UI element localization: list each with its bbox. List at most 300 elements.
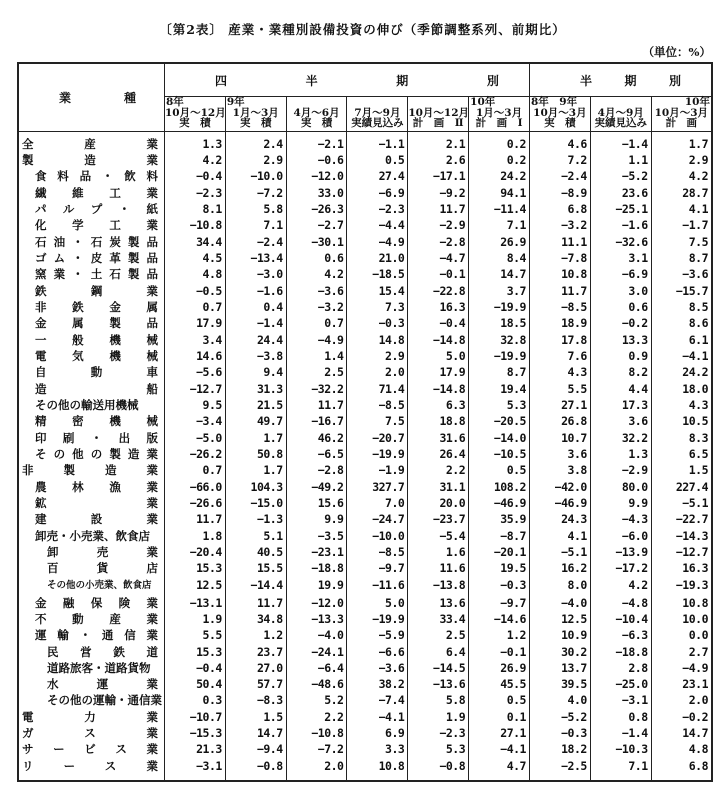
unit-label: （単位：%） [642, 45, 711, 59]
period-header-line3: 計 画 Ⅱ [412, 117, 464, 129]
period-header-line1: 10年 [684, 96, 710, 108]
value-cell: 1.8 [165, 527, 226, 543]
value-cell: 34.8 [225, 611, 286, 627]
value-cell: 4.0 [529, 692, 590, 708]
value-cell: 7.5 [347, 413, 408, 429]
value-cell: 46.2 [286, 429, 347, 445]
value-cell: 4.2 [286, 266, 347, 282]
industry-name: 民営鉄道 [47, 644, 158, 659]
value-cell: −32.2 [286, 380, 347, 396]
industry-name: 印刷・出版 [35, 430, 158, 445]
industry-name: 窯業・土石製品 [35, 267, 158, 282]
value-cell: −13.8 [408, 576, 469, 594]
table-row [18, 560, 712, 576]
value-cell: 9.5 [165, 397, 226, 413]
value-cell: 15.3 [165, 643, 226, 659]
industry-label [18, 758, 165, 781]
value-cell: 31.6 [408, 429, 469, 445]
value-cell: −1.4 [590, 131, 651, 152]
industry-label [18, 594, 165, 610]
period-header-line1: 8年 [166, 96, 184, 108]
value-cell: 17.9 [165, 315, 226, 331]
value-cell: −13.4 [225, 250, 286, 266]
value-cell: −2.3 [165, 184, 226, 200]
value-cell: −10.0 [347, 527, 408, 543]
value-cell: 21.3 [165, 741, 226, 757]
value-cell: −2.3 [408, 725, 469, 741]
value-cell: 13.6 [408, 594, 469, 610]
table-row [18, 266, 712, 282]
value-cell: −19.9 [347, 446, 408, 462]
value-cell: −2.1 [286, 131, 347, 152]
value-cell: 3.1 [590, 250, 651, 266]
value-cell: 11.7 [225, 594, 286, 610]
value-cell: −3.6 [347, 660, 408, 676]
value-cell: −7.2 [225, 184, 286, 200]
value-cell: −2.3 [347, 201, 408, 217]
value-cell: −10.8 [286, 725, 347, 741]
value-cell: −18.8 [590, 643, 651, 659]
half-year-group-header [529, 63, 712, 97]
value-cell: 4.4 [590, 380, 651, 396]
industry-label [18, 217, 165, 233]
value-cell: 4.2 [590, 576, 651, 594]
value-cell: −3.4 [165, 413, 226, 429]
industry-label [18, 643, 165, 659]
value-cell: 39.5 [529, 676, 590, 692]
value-cell: −10.5 [469, 446, 530, 462]
table-row [18, 429, 712, 445]
value-cell: −30.1 [286, 233, 347, 249]
quarterly-header-char: 半 [305, 73, 318, 88]
value-cell: −10.3 [590, 741, 651, 757]
period-column-header [408, 97, 469, 132]
industry-label [18, 544, 165, 560]
industry-name: その他の運輸・通信業 [47, 693, 162, 708]
period-header-line3: 計 画 [665, 117, 698, 129]
industry-label [18, 331, 165, 347]
value-cell: −1.9 [347, 462, 408, 478]
value-cell: −18.5 [347, 266, 408, 282]
value-cell: 26.4 [408, 446, 469, 462]
value-cell: −0.3 [469, 576, 530, 594]
industry-name: 非製造業 [22, 463, 158, 478]
value-cell: 2.7 [651, 643, 712, 659]
value-cell: 0.5 [347, 152, 408, 168]
table-row [18, 348, 712, 364]
value-cell: −0.5 [165, 282, 226, 298]
value-cell: −3.6 [286, 282, 347, 298]
value-cell: 5.0 [347, 594, 408, 610]
value-cell: 1.2 [225, 627, 286, 643]
value-cell: −5.1 [529, 544, 590, 560]
table-row [18, 495, 712, 511]
industry-label [18, 511, 165, 527]
value-cell: 7.5 [651, 233, 712, 249]
value-cell: 2.5 [408, 627, 469, 643]
value-cell: −13.6 [408, 676, 469, 692]
value-cell: −4.0 [529, 594, 590, 610]
value-cell: −3.2 [286, 299, 347, 315]
value-cell: −24.7 [347, 511, 408, 527]
period-header-line2: 1月～3月 [475, 106, 523, 119]
period-header-line1 [287, 97, 347, 108]
table-title: 〔第2表〕 産業・業種別設備投資の伸び（季節調整系列、前期比） [159, 22, 566, 37]
value-cell: 2.0 [651, 692, 712, 708]
value-cell: −13.9 [590, 544, 651, 560]
half-header-char: 別 [668, 73, 681, 88]
value-cell: −9.7 [347, 560, 408, 576]
value-cell: −13.1 [165, 594, 226, 610]
industry-name: 自動車 [35, 365, 158, 380]
value-cell: 7.1 [469, 217, 530, 233]
value-cell: 49.7 [225, 413, 286, 429]
value-cell: 0.2 [469, 152, 530, 168]
industry-name: 鉱業 [35, 495, 158, 510]
industry-name: 水運業 [47, 677, 158, 692]
value-cell: 104.3 [225, 478, 286, 494]
value-cell: 7.0 [347, 495, 408, 511]
value-cell: 6.9 [347, 725, 408, 741]
value-cell: −6.6 [347, 643, 408, 659]
period-header-line2: 10月～12月 [408, 106, 470, 119]
industry-label [18, 576, 165, 594]
value-cell: −2.5 [529, 758, 590, 781]
value-cell: 94.1 [469, 184, 530, 200]
value-cell: 0.7 [165, 462, 226, 478]
value-cell: 0.9 [590, 348, 651, 364]
quarterly-header-char: 期 [396, 73, 409, 88]
value-cell: 327.7 [347, 478, 408, 494]
value-cell: −17.1 [408, 168, 469, 184]
value-cell: −2.9 [408, 217, 469, 233]
value-cell: 0.1 [469, 709, 530, 725]
value-cell: −0.1 [408, 266, 469, 282]
value-cell: 18.2 [529, 741, 590, 757]
industry-label [18, 266, 165, 282]
period-column-header [286, 97, 347, 132]
value-cell: 1.7 [225, 429, 286, 445]
period-column-header [469, 97, 530, 132]
period-column-header [347, 97, 408, 132]
value-cell: −1.4 [225, 315, 286, 331]
value-cell: 18.9 [529, 315, 590, 331]
table-row [18, 233, 712, 249]
value-cell: 15.5 [225, 560, 286, 576]
value-cell: 9.4 [225, 364, 286, 380]
value-cell: −3.5 [286, 527, 347, 543]
value-cell: −14.6 [469, 611, 530, 627]
value-cell: −0.2 [590, 315, 651, 331]
value-cell: 1.3 [590, 446, 651, 462]
value-cell: −8.5 [347, 544, 408, 560]
value-cell: −18.8 [286, 560, 347, 576]
industry-name: パルプ・紙 [35, 201, 158, 216]
table-row [18, 660, 712, 676]
value-cell: 0.3 [165, 692, 226, 708]
value-cell: 10.9 [529, 627, 590, 643]
value-cell: 1.4 [286, 348, 347, 364]
period-header-line3: 実 積 [179, 117, 211, 129]
industry-label [18, 152, 165, 168]
value-cell: 0.5 [469, 462, 530, 478]
table-row [18, 299, 712, 315]
value-cell: 6.8 [651, 758, 712, 781]
value-cell: −4.7 [408, 250, 469, 266]
value-cell: −5.9 [347, 627, 408, 643]
industry-name: 不動産業 [35, 611, 158, 626]
value-cell: 4.6 [529, 131, 590, 152]
value-cell: 1.5 [651, 462, 712, 478]
period-header-line3: 計 画 Ⅰ [475, 117, 523, 129]
value-cell: 50.4 [165, 676, 226, 692]
period-column-header [590, 97, 651, 132]
value-cell: 5.8 [408, 692, 469, 708]
table-row [18, 741, 712, 757]
value-cell: 10.0 [651, 611, 712, 627]
value-cell: −6.9 [347, 184, 408, 200]
value-cell: −14.8 [408, 380, 469, 396]
value-cell: 14.7 [225, 725, 286, 741]
table-row [18, 217, 712, 233]
value-cell: −3.0 [225, 266, 286, 282]
value-cell: 2.9 [225, 152, 286, 168]
value-cell: 6.4 [408, 643, 469, 659]
table-row [18, 643, 712, 659]
value-cell: −22.7 [651, 511, 712, 527]
value-cell: 7.3 [347, 299, 408, 315]
value-cell: 19.5 [469, 560, 530, 576]
table-row [18, 446, 712, 462]
value-cell: 26.9 [469, 660, 530, 676]
value-cell: 11.1 [529, 233, 590, 249]
value-cell: 26.9 [469, 233, 530, 249]
period-header-line2: 1月～3月 [232, 106, 279, 119]
value-cell: −19.3 [651, 576, 712, 594]
industry-name: 卸売・小売業、飲食店 [35, 528, 150, 543]
value-cell: −0.4 [165, 660, 226, 676]
value-cell: 5.8 [225, 201, 286, 217]
value-cell: 23.1 [651, 676, 712, 692]
value-cell: 5.5 [529, 380, 590, 396]
table-row [18, 627, 712, 643]
value-cell: −0.3 [529, 725, 590, 741]
table-row [18, 758, 712, 781]
period-column-header [651, 97, 712, 132]
value-cell: 3.4 [165, 331, 226, 347]
industry-label [18, 131, 165, 152]
value-cell: 13.7 [529, 660, 590, 676]
value-cell: 0.7 [286, 315, 347, 331]
value-cell: −2.4 [225, 233, 286, 249]
value-cell: 71.4 [347, 380, 408, 396]
value-cell: −48.6 [286, 676, 347, 692]
value-cell: −2.9 [590, 462, 651, 478]
value-cell: −15.7 [651, 282, 712, 298]
value-cell: 1.7 [225, 462, 286, 478]
value-cell: 14.8 [347, 331, 408, 347]
value-cell: 40.5 [225, 544, 286, 560]
value-cell: −8.5 [529, 299, 590, 315]
industry-header-char: 業 [59, 90, 72, 105]
value-cell: 2.9 [347, 348, 408, 364]
table-row [18, 364, 712, 380]
industry-name: 造船 [35, 381, 158, 396]
industry-name: 一般機械 [35, 332, 158, 347]
value-cell: −26.6 [165, 495, 226, 511]
value-cell: 4.3 [529, 364, 590, 380]
industry-label [18, 627, 165, 643]
value-cell: 5.5 [165, 627, 226, 643]
table-row [18, 462, 712, 478]
period-header-line3: 実 積 [239, 117, 272, 129]
value-cell: −2.8 [408, 233, 469, 249]
value-cell: −13.3 [286, 611, 347, 627]
value-cell: 17.3 [590, 397, 651, 413]
industry-label [18, 201, 165, 217]
value-cell: −4.9 [347, 233, 408, 249]
table-row [18, 152, 712, 168]
industry-label [18, 315, 165, 331]
value-cell: −20.5 [469, 413, 530, 429]
value-cell: −24.1 [286, 643, 347, 659]
value-cell: −25.0 [590, 676, 651, 692]
value-cell: 8.7 [651, 250, 712, 266]
value-cell: −12.0 [286, 168, 347, 184]
industry-name: 非鉄金属 [35, 299, 158, 314]
industry-name: 石油・石炭製品 [35, 234, 158, 249]
industry-name: 化学工業 [35, 218, 158, 233]
value-cell: −5.0 [165, 429, 226, 445]
value-cell: 80.0 [590, 478, 651, 494]
value-cell: 6.3 [408, 397, 469, 413]
value-cell: 1.9 [165, 611, 226, 627]
value-cell: 8.6 [651, 315, 712, 331]
industry-name: 卸売業 [47, 544, 158, 559]
value-cell: 33.4 [408, 611, 469, 627]
value-cell: 4.5 [165, 250, 226, 266]
value-cell: 27.1 [469, 725, 530, 741]
period-header-line2: 10月～12月 [165, 106, 226, 119]
value-cell: 1.3 [165, 131, 226, 152]
value-cell: −8.3 [225, 692, 286, 708]
value-cell: −6.0 [590, 527, 651, 543]
period-header-line1 [408, 97, 468, 108]
value-cell: −6.3 [590, 627, 651, 643]
table-row [18, 527, 712, 543]
value-cell: 28.7 [651, 184, 712, 200]
value-cell: 8.1 [165, 201, 226, 217]
value-cell: 18.8 [408, 413, 469, 429]
value-cell: 21.5 [225, 397, 286, 413]
value-cell: 7.2 [529, 152, 590, 168]
industry-name: 道路旅客・道路貨物 [47, 660, 151, 675]
value-cell: −10.4 [590, 611, 651, 627]
value-cell: 33.0 [286, 184, 347, 200]
value-cell: −5.4 [408, 527, 469, 543]
value-cell: 4.2 [165, 152, 226, 168]
value-cell: 4.1 [529, 527, 590, 543]
value-cell: −2.7 [286, 217, 347, 233]
value-cell: −6.5 [286, 446, 347, 462]
value-cell: −25.1 [590, 201, 651, 217]
value-cell: −26.2 [165, 446, 226, 462]
industry-label [18, 184, 165, 200]
value-cell: −4.1 [651, 348, 712, 364]
value-cell: 26.8 [529, 413, 590, 429]
quarterly-group-header [165, 63, 530, 97]
value-cell: 14.7 [651, 725, 712, 741]
industry-name: 農林漁業 [35, 479, 158, 494]
value-cell: 0.6 [590, 299, 651, 315]
value-cell: 4.7 [469, 758, 530, 781]
value-cell: −9.2 [408, 184, 469, 200]
value-cell: 30.2 [529, 643, 590, 659]
value-cell: −2.8 [286, 462, 347, 478]
value-cell: −3.8 [225, 348, 286, 364]
table-row [18, 331, 712, 347]
value-cell: 16.3 [651, 560, 712, 576]
value-cell: 27.0 [225, 660, 286, 676]
value-cell: −17.2 [590, 560, 651, 576]
industry-label [18, 233, 165, 249]
value-cell: 2.1 [408, 131, 469, 152]
value-cell: 27.4 [347, 168, 408, 184]
value-cell: 13.3 [590, 331, 651, 347]
value-cell: 1.5 [225, 709, 286, 725]
industry-label [18, 168, 165, 184]
value-cell: −19.9 [469, 348, 530, 364]
industry-label [18, 413, 165, 429]
industry-name: 金融保険業 [35, 595, 158, 610]
value-cell: 3.6 [529, 446, 590, 462]
value-cell: 45.5 [469, 676, 530, 692]
value-cell: 19.4 [469, 380, 530, 396]
value-cell: 6.8 [529, 201, 590, 217]
value-cell: −9.4 [225, 741, 286, 757]
value-cell: 7.1 [590, 758, 651, 781]
value-cell: 9.9 [286, 511, 347, 527]
value-cell: 24.2 [469, 168, 530, 184]
industry-label [18, 478, 165, 494]
industry-label [18, 299, 165, 315]
period-header-line1 [347, 97, 407, 108]
value-cell: 2.6 [408, 152, 469, 168]
value-cell: 32.2 [590, 429, 651, 445]
quarterly-header-char: 別 [486, 73, 499, 88]
table-row [18, 315, 712, 331]
value-cell: −49.2 [286, 478, 347, 494]
period-header-line3: 実 積 [544, 117, 576, 129]
value-cell: 2.0 [286, 758, 347, 781]
value-cell: −20.1 [469, 544, 530, 560]
value-cell: −14.3 [651, 527, 712, 543]
value-cell: −23.1 [286, 544, 347, 560]
value-cell: 0.8 [590, 709, 651, 725]
value-cell: −46.9 [469, 495, 530, 511]
value-cell: −5.2 [529, 709, 590, 725]
period-header-line1: 8年 9年 [530, 96, 578, 108]
value-cell: 1.7 [651, 131, 712, 152]
table-row [18, 168, 712, 184]
industry-label [18, 527, 165, 543]
industry-label [18, 397, 165, 413]
half-header-char: 半 [579, 73, 592, 88]
value-cell: 15.6 [286, 495, 347, 511]
value-cell: −3.1 [165, 758, 226, 781]
value-cell: −4.9 [286, 331, 347, 347]
value-cell: 27.1 [529, 397, 590, 413]
